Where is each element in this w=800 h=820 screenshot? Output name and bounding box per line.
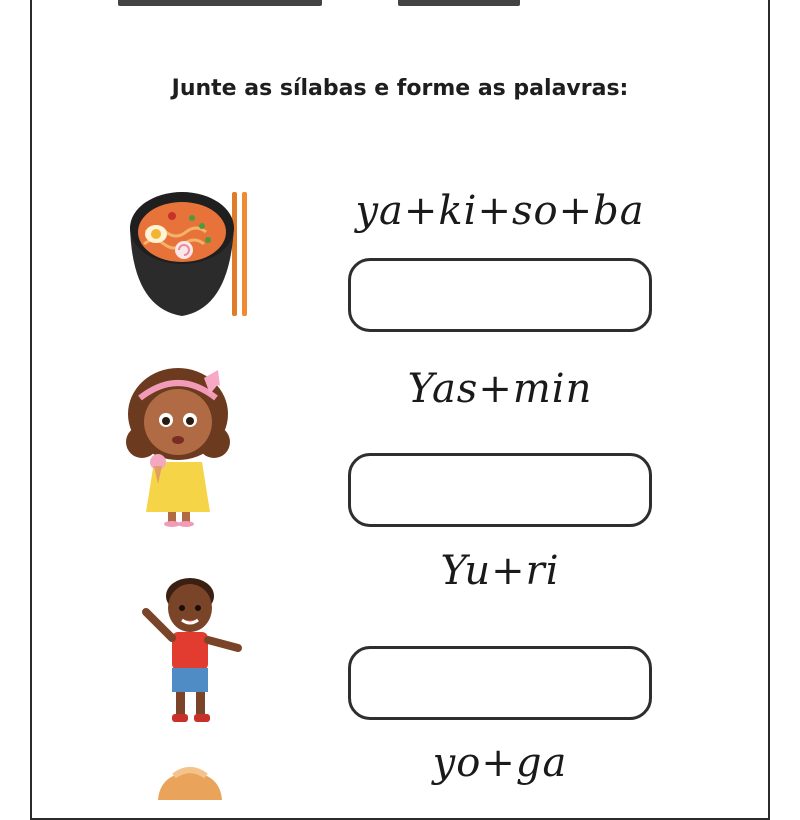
syllables-text: yo+ga (432, 740, 568, 786)
waving-boy-icon (138, 574, 246, 726)
answer-box[interactable] (348, 258, 652, 332)
answer-box[interactable] (348, 453, 652, 527)
header-redacted-right (398, 0, 520, 6)
girl-holding-ice-cream-icon (118, 362, 238, 527)
yoga-girl-icon (150, 766, 230, 800)
syllables-text: Yu+ri (440, 548, 560, 594)
syllables-text: Yas+min (407, 366, 593, 412)
ramen-bowl-chopsticks-icon (122, 188, 262, 323)
answer-box[interactable] (348, 646, 652, 720)
header-redacted-left (118, 0, 322, 6)
instruction-text: Junte as sílabas e forme as palavras: (171, 76, 629, 101)
syllables-text: ya+ki+so+ba (355, 188, 645, 234)
